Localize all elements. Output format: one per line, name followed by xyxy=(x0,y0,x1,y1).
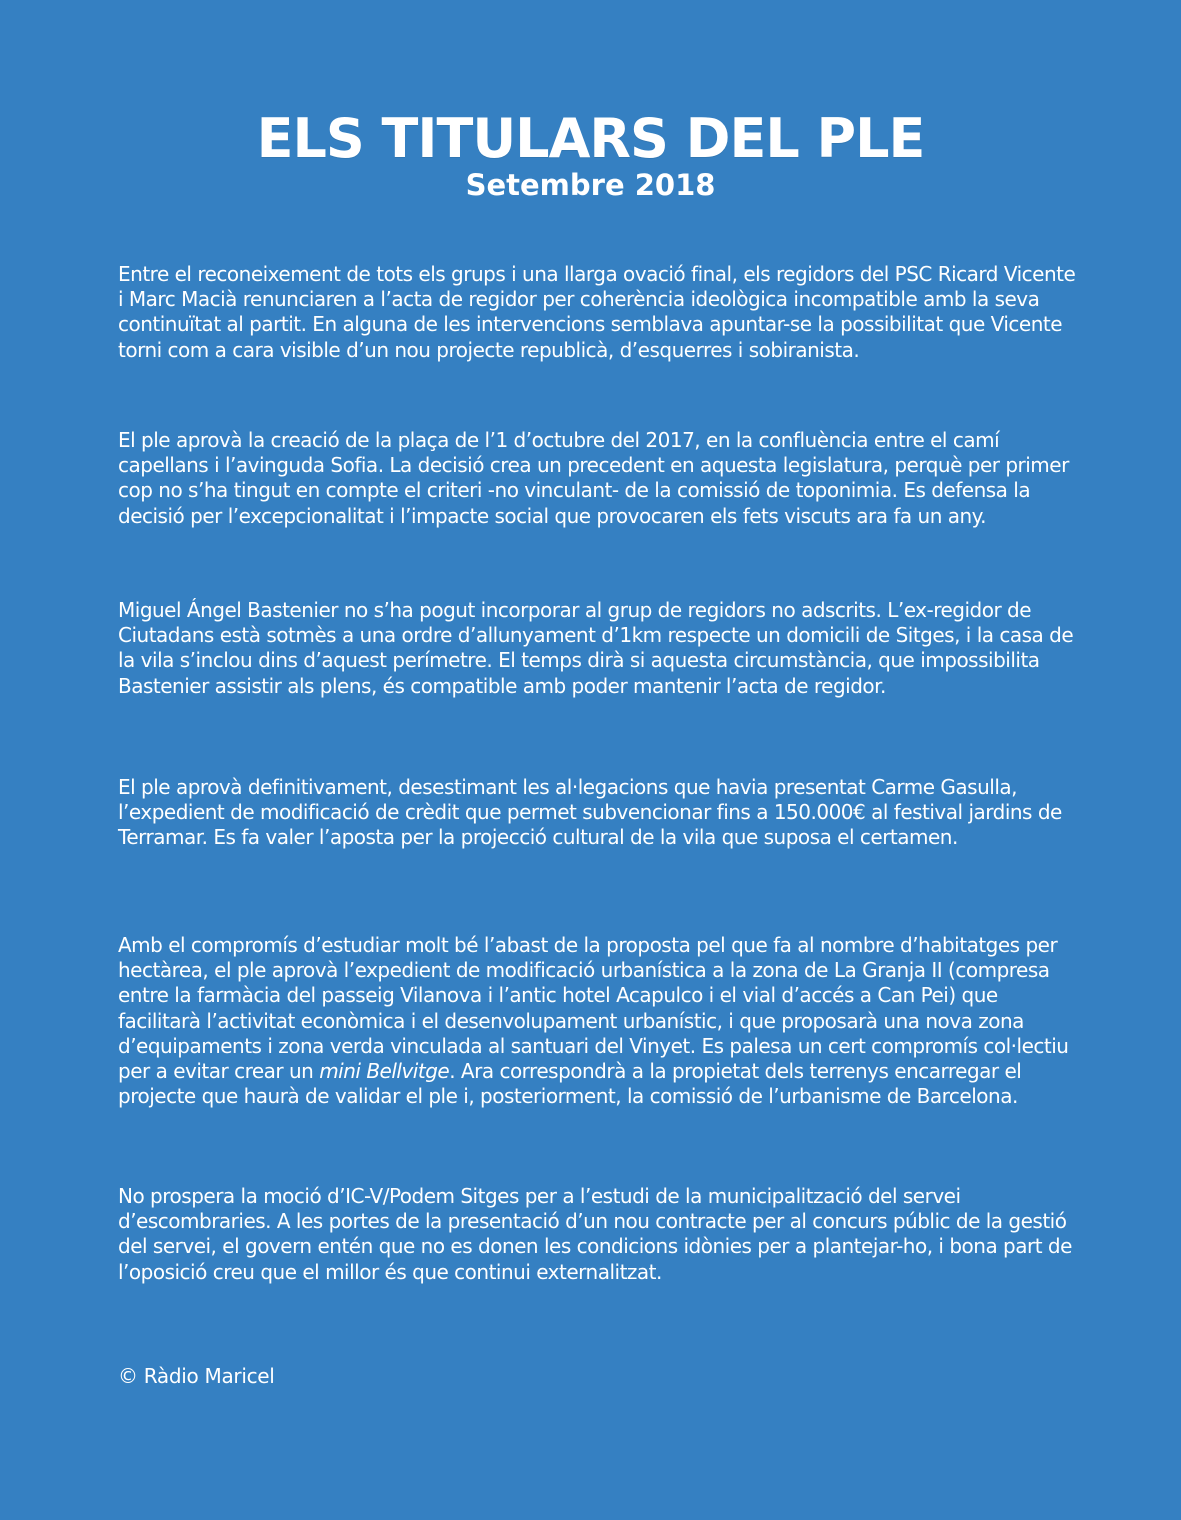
paragraph-la-granja xyxy=(118,933,1078,1109)
header xyxy=(0,108,1181,200)
paragraph-bastenier: Miguel Ángel Bastenier no s’ha pogut incorporar al grup de regidors no adscrits. L’ex-regidor de Ciutadans està sotmès a una ordre d’allunyament d’1km respecte un domicili de Sitges, i la casa de la vila s’inclou dins d’aquest perímetre. El temps dirà si aquesta circumstància, que impossibilita Bastenier assistir als plens, és compatible amb poder mantenir l’acta de regidor. xyxy=(118,598,1074,698)
copyright-credit: © Ràdio Maricel xyxy=(118,1364,275,1388)
paragraph-la-granja-italic: mini Bellvitge xyxy=(319,1059,450,1084)
paragraph-placa-1-octubre: El ple aprovà la creació de la plaça de l’1 d’octubre del 2017, en la confluència entre el camí capellans i l’avinguda Sofia. La decisió crea un precedent en aquesta legislatura, perquè per primer cop no s’ha tingut en compte el criteri -no vinculant- de la comissió de toponimia. Es defensa la decisió per l’excepcionalitat i l’impacte social que provocaren els fets viscuts ara fa un any. xyxy=(118,428,1069,528)
page-subtitle: Setembre 2018 xyxy=(465,168,716,202)
paragraph-escombraries: No prospera la moció d’IC-V/Podem Sitges per a l’estudi de la municipalització del servei d’escombraries. A les portes de la presentació d’un nou contracte per al concurs públic de la gestió del servei, el govern entén que no es donen les condicions idònies per a plantejar-ho, i bona part de l’oposició creu que el millor és que continui externalitzat. xyxy=(118,1184,1072,1284)
paragraph-la-granja-part-1: Amb el compromís d’estudiar molt bé l’abast de la proposta pel que fa al nombre d’habitatges per hectàrea, el ple aprovà l’expedient de modificació urbanística a la zona de La Granja II (compresa entre la farmàcia del passeig Vilanova i l’antic hotel Acapulco i el vial d’accés a Can Pei) que facilitarà l’activitat econòmica i el desenvolupament urbanístic, i que proposarà una nova zona d’equipaments i zona verda vinculada al santuari del Vinyet. Es palesa un cert compromís col·lectiu per a evitar crear un xyxy=(118,933,1069,1084)
paragraph-jardins-terramar: El ple aprovà definitivament, desestimant les al·legacions que havia presentat Carme Gasulla, l’expedient de modificació de crèdit que permet subvencionar fins a 150.000€ al festival jardins de Terramar. Es fa valer l’aposta per la projecció cultural de la vila que suposa el certamen. xyxy=(118,775,1062,850)
page-title: ELS TITULARS DEL PLE xyxy=(256,107,925,170)
paragraph-la-granja-part-2: . Ara correspondrà a la propietat dels terrenys encarregar el projecte que haurà de validar el ple i, posteriorment, la comissió de l’urbanisme de Barcelona. xyxy=(118,1059,1022,1109)
paragraph-psc-resignation: Entre el reconeixement de tots els grups i una llarga ovació final, els regidors del PSC Ricard Vicente i Marc Macià renunciaren a l’acta de regidor per coherència ideològica incompatible amb la seva continuïtat al partit. En alguna de les intervencions semblava apuntar-se la possibilitat que Vicente torni com a cara visible d’un nou projecte republicà, d’esquerres i sobiranista. xyxy=(118,262,1076,362)
